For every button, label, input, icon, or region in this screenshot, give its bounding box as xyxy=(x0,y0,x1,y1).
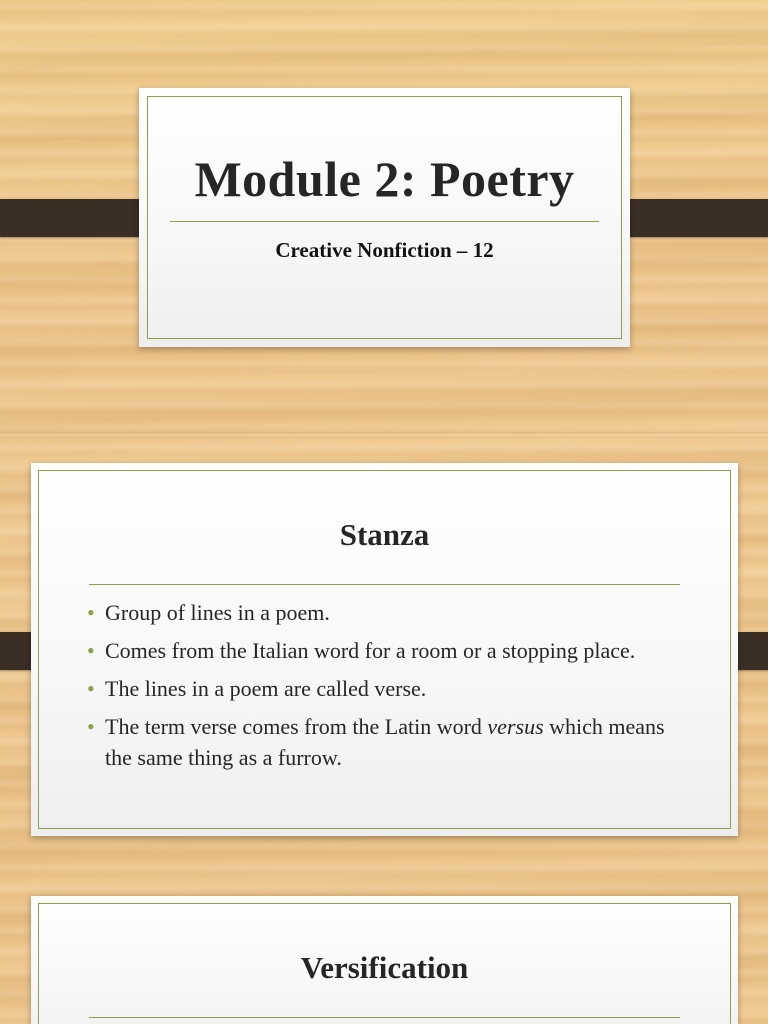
bullet-text-italic: versus xyxy=(487,714,544,739)
bullet-icon: • xyxy=(87,600,95,625)
bullet-text-after: which means the same thing as a furrow. xyxy=(105,714,665,770)
slide-3[interactable] xyxy=(31,896,738,1024)
bullet-text: Comes from the Italian word for a room or a stopping place. xyxy=(105,638,636,663)
bullet-item xyxy=(87,711,687,773)
bullet-item xyxy=(87,597,687,628)
slide-1-right-tab xyxy=(613,199,768,237)
bullet-icon: • xyxy=(87,638,95,663)
slide-2-title-rule xyxy=(89,584,680,585)
wood-seam xyxy=(0,432,768,438)
bullet-item xyxy=(87,635,687,666)
slide-1-frame xyxy=(147,96,622,339)
slide-1-left-tab xyxy=(0,199,156,237)
slide-1-title-rule xyxy=(170,221,599,222)
slide-3-title: Versification xyxy=(300,950,469,985)
slide-2-title: Stanza xyxy=(339,517,430,552)
slide-2[interactable] xyxy=(31,463,738,836)
slide-1-title: Module 2: Poetry xyxy=(194,151,575,207)
bullet-text-before: The term verse comes from the Latin word xyxy=(105,714,488,739)
slide-2-bullet-list xyxy=(87,597,687,780)
bullet-icon: • xyxy=(87,676,95,701)
slide-1-subtitle: Creative Nonfiction – 12 xyxy=(275,238,494,262)
slide-1[interactable] xyxy=(139,88,630,347)
bullet-icon: • xyxy=(87,714,95,739)
slide-3-title-rule xyxy=(89,1017,680,1018)
bullet-text: Group of lines in a poem. xyxy=(105,600,330,625)
bullet-text: The lines in a poem are called verse. xyxy=(105,676,427,701)
bullet-item xyxy=(87,673,687,704)
